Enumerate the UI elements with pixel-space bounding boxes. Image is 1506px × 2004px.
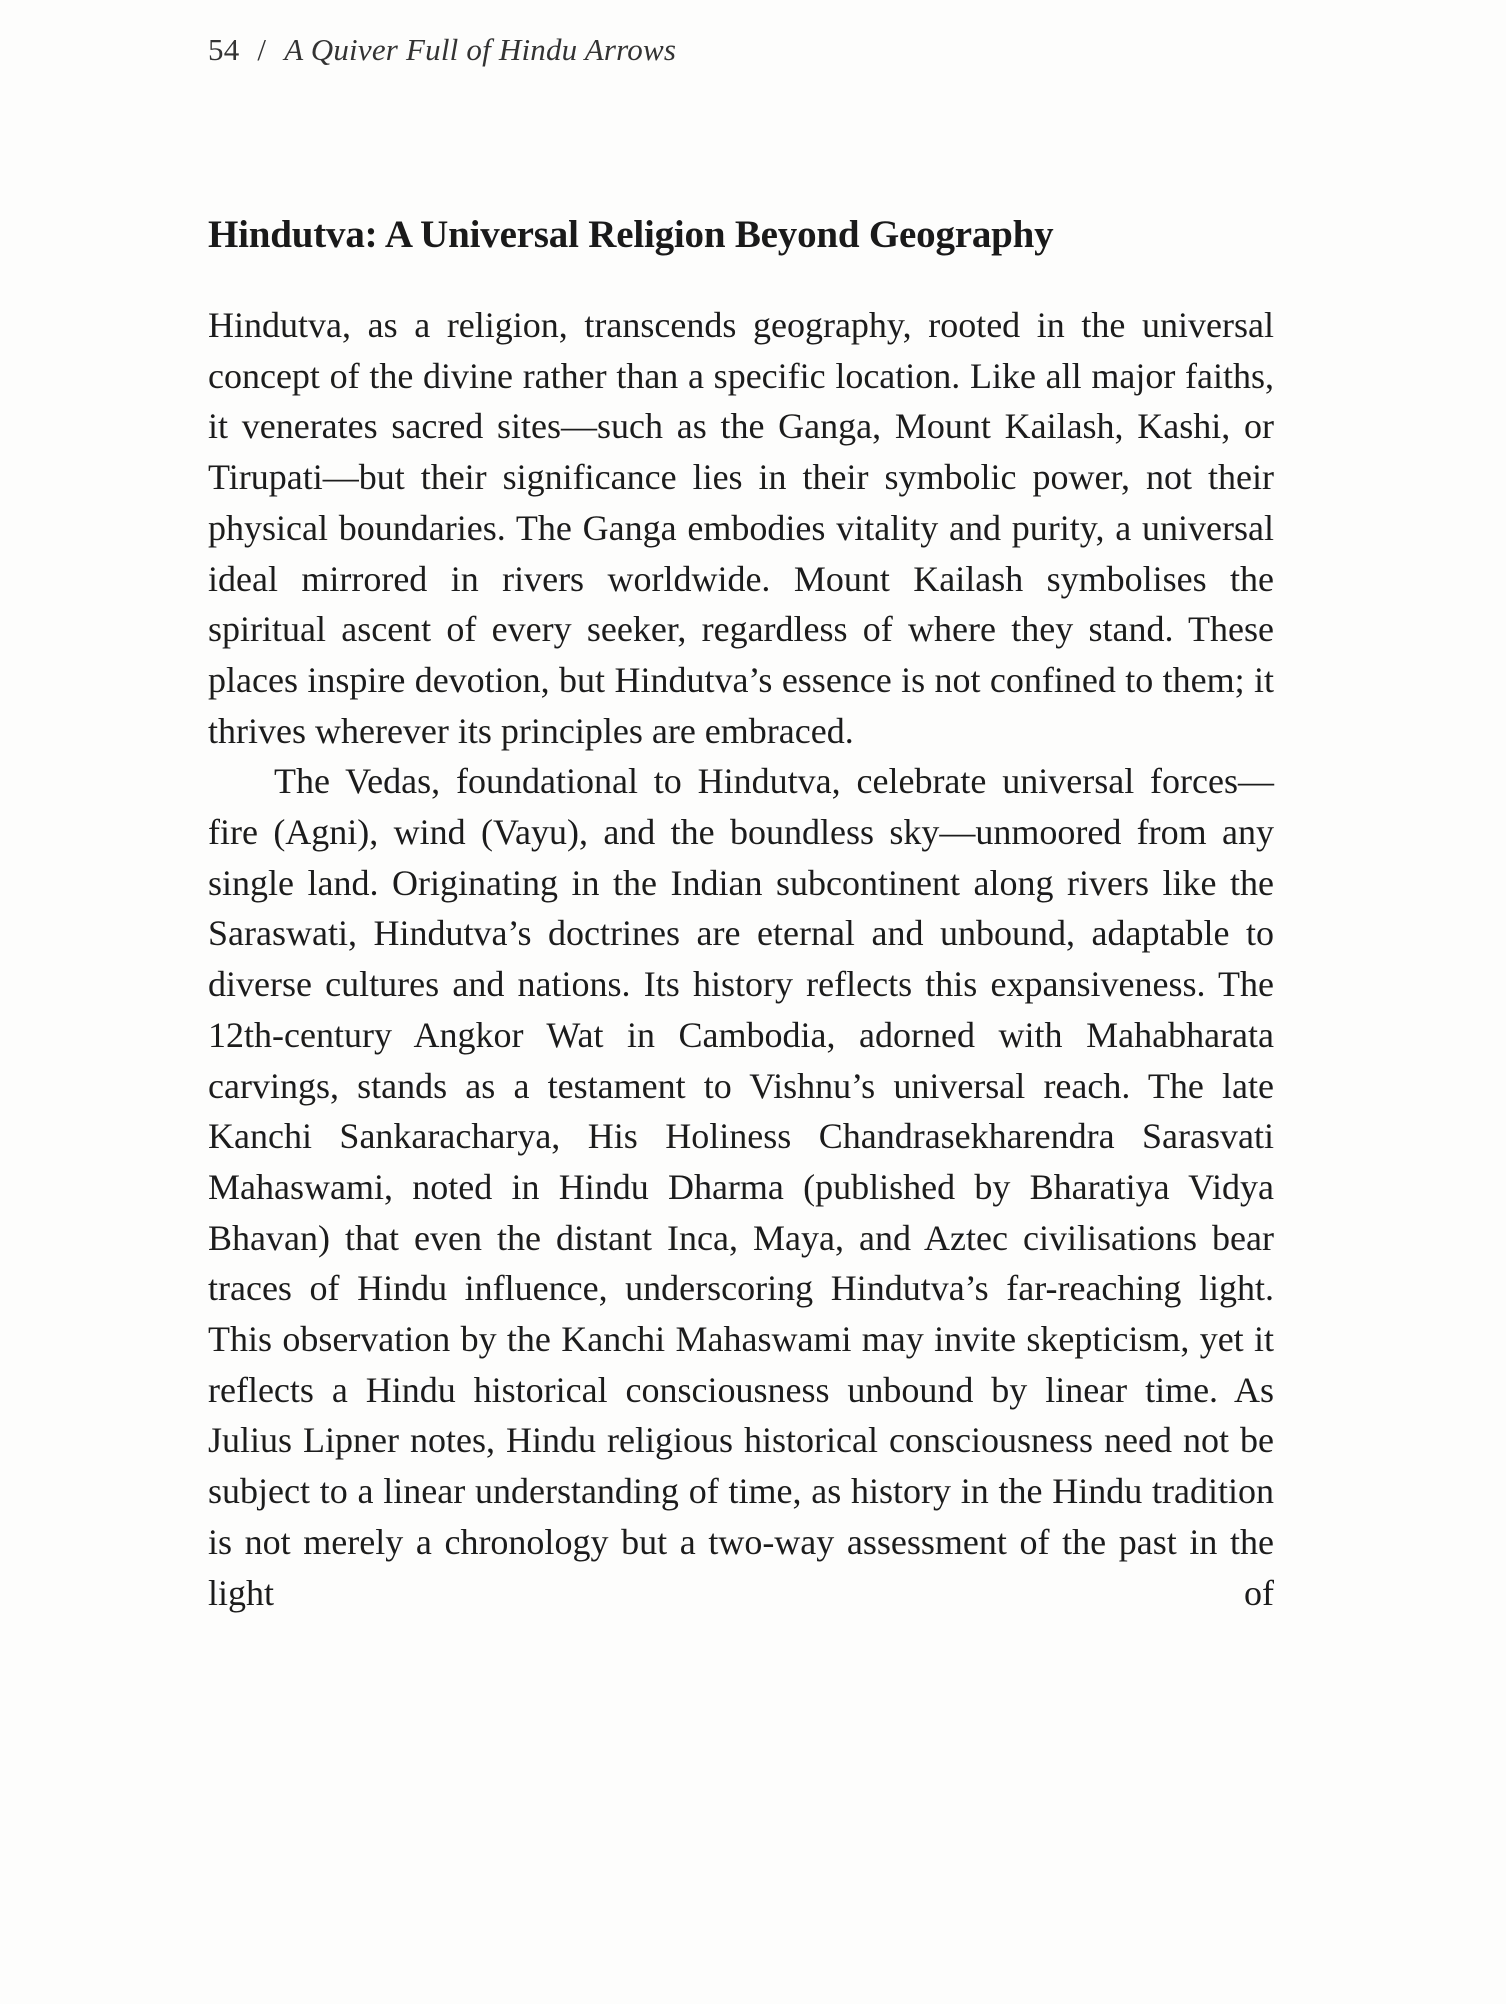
header-separator: / [257, 32, 267, 67]
paragraph-2: The Vedas, foundational to Hindutva, celebrate universal forces—fire (Agni), wind (Vayu), and the boundless sky—unmoored from any single land. Originating in the Indian subcontinent along rivers like the Saraswati, Hindutva’s doctrines are eternal and unbound, adaptable to diverse cultures and nations. Its history reflects this expansiveness. The 12th-century Angkor Wat in Cambodia, adorned with Mahabharata carvings, stands as a testament to Vishnu’s universal reach. The late Kanchi Sankaracharya, His Holiness Chandrasekharendra Sarasvati Mahaswami, noted in Hindu Dharma (published by Bharatiya Vidya Bhavan) that even the distant Inca, Maya, and Aztec civilisations bear traces of Hindu influence, underscoring Hindutva’s far-reaching light. This observation by the Kanchi Mahaswami may invite skepticism, yet it reflects a Hindu historical consciousness unbound by linear time. As Julius Lipner notes, Hindu religious historical consciousness need not be subject to a linear understanding of time, as history in the Hindu tradition is not merely a chronology but a two-way assessment of the past in the light of [208, 761, 1274, 1613]
page-number: 54 [208, 32, 240, 67]
book-title: A Quiver Full of Hindu Arrows [284, 32, 677, 67]
running-head [208, 32, 676, 68]
section-heading: Hindutva: A Universal Religion Beyond Geography [208, 213, 1054, 256]
body-text [208, 300, 1274, 1618]
paragraph-1: Hindutva, as a religion, transcends geography, rooted in the universal concept of the divine rather than a specific location. Like all major faiths, it venerates sacred sites—such as the Ganga, Mount Kailash, Kashi, or Tirupati—but their significance lies in their symbolic power, not their physical boundaries. The Ganga embodies vitality and purity, a universal ideal mirrored in rivers worldwide. Mount Kailash symbolises the spiritual ascent of every seeker, regardless of where they stand. These places inspire devotion, but Hindutva’s essence is not confined to them; it thrives wherever its principles are embraced. [208, 305, 1274, 751]
